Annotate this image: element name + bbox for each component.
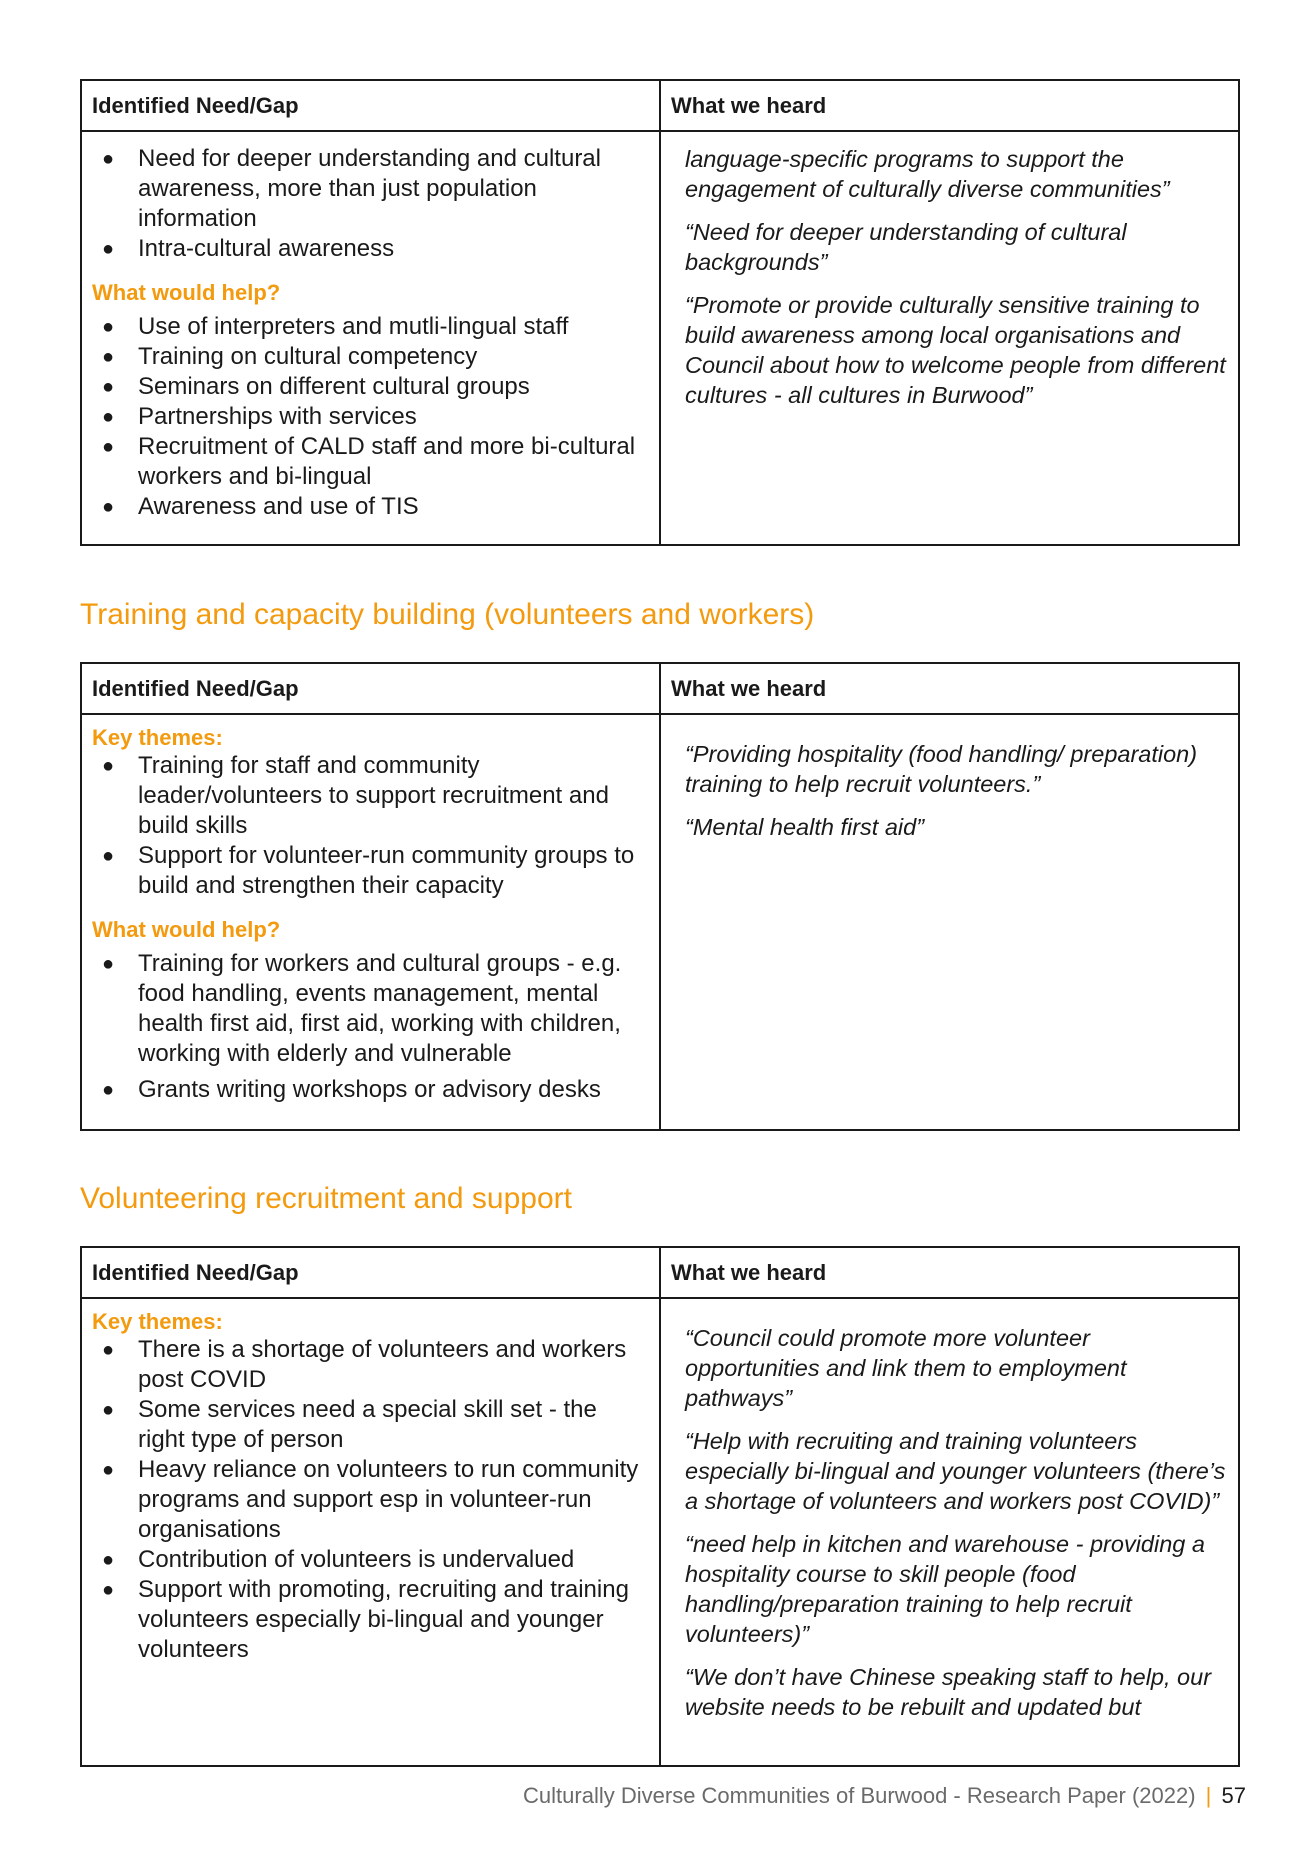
quote: “Promote or provide culturally sensitive training to build awareness among local organisations and Council about how to welcome people from different cultures - all cultures in Burwood” — [685, 292, 1226, 408]
list-item: ● Training on cultural competency — [102, 343, 478, 370]
table-volunteering — [80, 1246, 1240, 1767]
col-header-heard: What we heard — [671, 93, 827, 118]
section-title-training: Training and capacity building (volunteers and workers) — [80, 598, 815, 631]
themes-heading: Key themes: — [92, 725, 223, 750]
list-item: ● Use of interpreters and mutli-lingual staff — [102, 313, 569, 340]
help-list — [92, 949, 649, 1105]
footer-text: Culturally Diverse Communities of Burwood - Research Paper (2022) — [523, 1783, 1196, 1808]
page-footer — [523, 1783, 1246, 1809]
list-item: ● Some services need a special skill set - the right type of person — [102, 1396, 597, 1453]
page-number: 57 — [1221, 1783, 1246, 1808]
help-heading: What would help? — [92, 280, 281, 305]
themes-list — [92, 751, 649, 901]
table-header — [82, 1248, 1238, 1299]
needs-cell — [82, 132, 661, 544]
quote: “Help with recruiting and training volunteers especially bi-lingual and younger volunteers (there’s a shortage of volunteers and workers post COVID)” — [685, 1428, 1226, 1514]
col-header-need: Identified Need/Gap — [82, 81, 661, 130]
needs-cell — [82, 715, 661, 1129]
table-training — [80, 662, 1240, 1131]
quote: language-specific programs to support the engagement of culturally diverse communities” — [685, 146, 1170, 202]
quote: “Council could promote more volunteer opportunities and link them to employment pathways” — [685, 1325, 1127, 1411]
col-header-need: Identified Need/Gap — [82, 664, 661, 713]
list-item: ● There is a shortage of volunteers and workers post COVID — [102, 1336, 627, 1393]
section-title-volunteering: Volunteering recruitment and support — [80, 1182, 572, 1215]
quote: “Need for deeper understanding of cultural backgrounds” — [685, 219, 1127, 275]
needs-list — [92, 144, 649, 264]
list-item: ● Training for staff and community leader/volunteers to support recruitment and build skills — [102, 752, 609, 839]
themes-heading: Key themes: — [92, 1309, 223, 1334]
list-item: ● Recruitment of CALD staff and more bi-cultural workers and bi-lingual — [102, 433, 636, 490]
list-item: ● Grants writing workshops or advisory desks — [102, 1076, 601, 1103]
quote: “Mental health first aid” — [685, 814, 925, 840]
col-header-heard: What we heard — [671, 676, 827, 701]
list-item: ● Seminars on different cultural groups — [102, 373, 530, 400]
needs-cell — [82, 1299, 661, 1765]
help-heading: What would help? — [92, 917, 281, 942]
quote: “need help in kitchen and warehouse - providing a hospitality course to skill people (food handling/preparation training to help recruit volunteers)” — [685, 1531, 1205, 1647]
list-item: ● Intra-cultural awareness — [102, 235, 395, 262]
list-item: ● Training for workers and cultural groups - e.g. food handling, events management, mental health first aid, first aid, working with children, working with elderly and vulnerable — [102, 950, 622, 1067]
themes-list — [92, 1335, 649, 1665]
list-item: ● Contribution of volunteers is undervalued — [102, 1546, 575, 1573]
col-header-need: Identified Need/Gap — [82, 1248, 661, 1297]
table-cultural-awareness — [80, 79, 1240, 546]
quote: “Providing hospitality (food handling/ preparation) training to help recruit volunteers.” — [685, 741, 1198, 797]
list-item: ● Heavy reliance on volunteers to run community programs and support esp in volunteer-run organisations — [102, 1456, 639, 1543]
col-header-heard: What we heard — [671, 1260, 827, 1285]
list-item: ● Need for deeper understanding and cultural awareness, more than just population information — [102, 145, 601, 232]
footer-separator: | — [1205, 1783, 1212, 1808]
list-item: ● Partnerships with services — [102, 403, 417, 430]
table-header — [82, 664, 1238, 715]
quotes-cell — [661, 1299, 1238, 1765]
list-item: ● Support for volunteer-run community groups to build and strengthen their capacity — [102, 842, 635, 899]
table-header — [82, 81, 1238, 132]
quote: “We don’t have Chinese speaking staff to help, our website needs to be rebuilt and updated but — [685, 1664, 1212, 1720]
list-item: ● Awareness and use of TIS — [102, 493, 419, 520]
help-list — [92, 312, 649, 522]
quotes-cell — [661, 132, 1238, 544]
quotes-cell — [661, 715, 1238, 1129]
list-item: ● Support with promoting, recruiting and training volunteers especially bi-lingual and younger volunteers — [102, 1576, 629, 1663]
